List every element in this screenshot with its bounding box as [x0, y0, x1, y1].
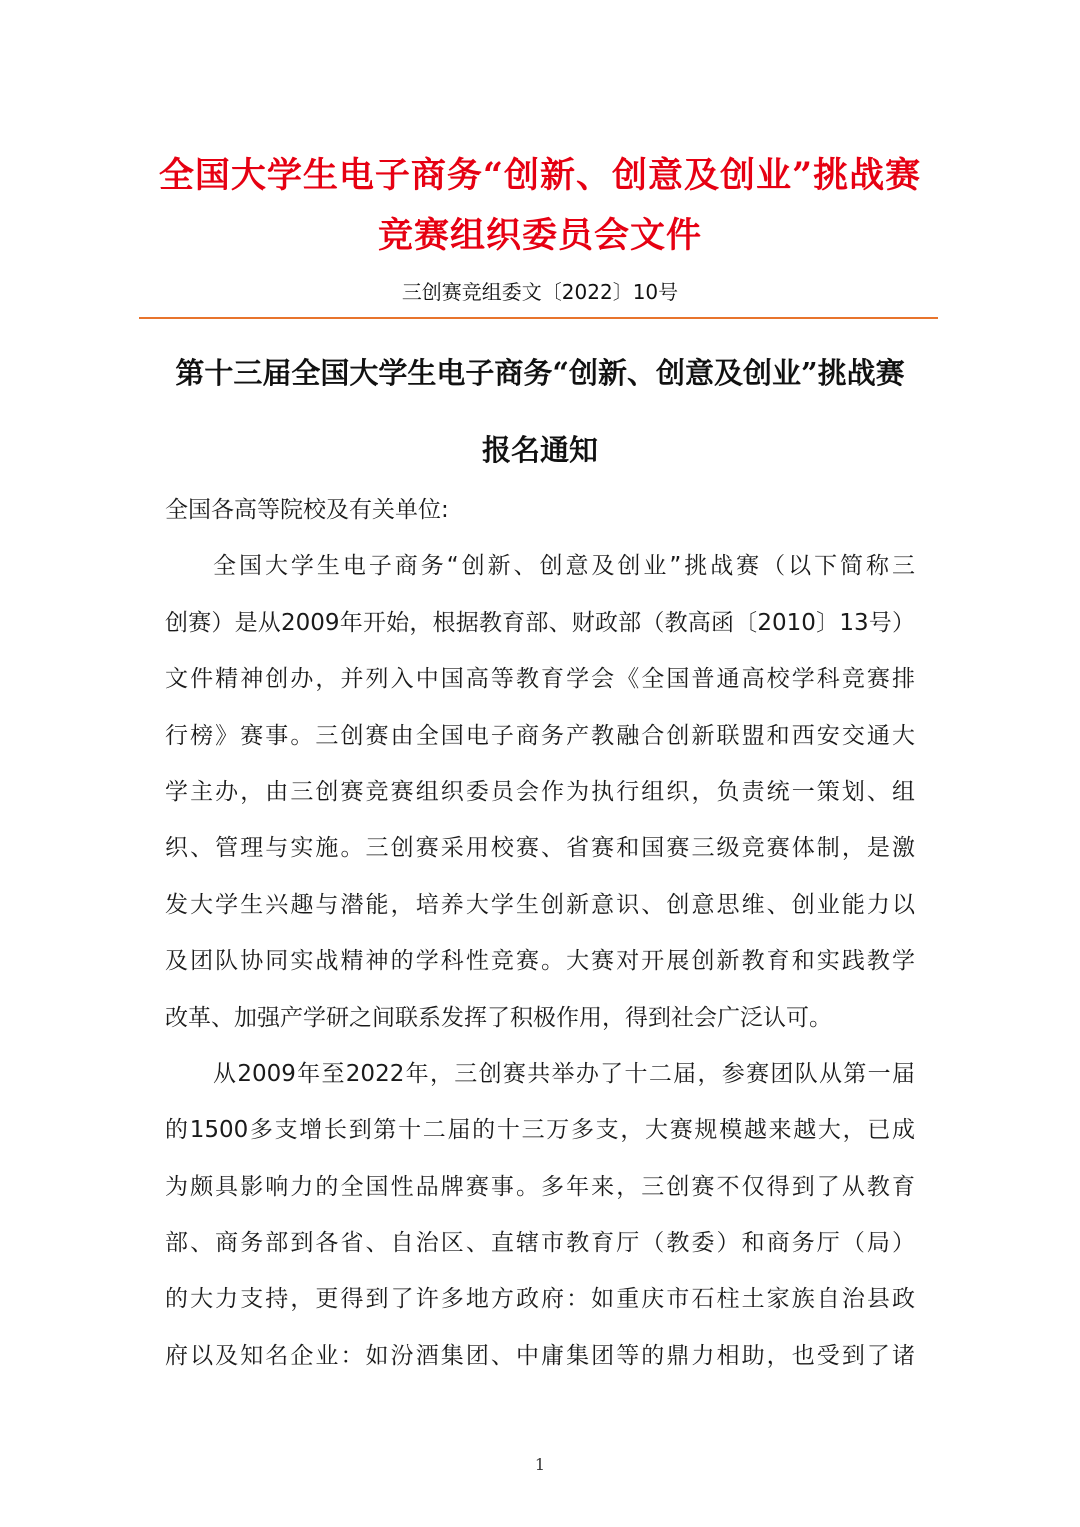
paragraph-1-line: 发大学生兴趣与潜能，培养大学生创新意识、创意思维、创业能力以: [165, 891, 915, 918]
notice-title-line-1: 第十三届全国大学生电子商务“创新、创意及创业”挑战赛: [175, 356, 905, 390]
document-header-line-2: 竞赛组织委员会文件: [377, 215, 702, 256]
document-header-line-1: 全国大学生电子商务“创新、创意及创业”挑战赛: [158, 155, 922, 196]
paragraph-1-line: 及团队协同实战精神的学科性竞赛。大赛对开展创新教育和实践教学: [165, 948, 915, 975]
document-number: 三创赛竞组委文〔2022〕10号: [401, 280, 679, 304]
paragraph-2-line: 的1500多支增长到第十二届的十三万多支，大赛规模越来越大，已成: [165, 1117, 915, 1144]
paragraph-1-line: 全国大学生电子商务“创新、创意及创业”挑战赛（以下简称三: [213, 553, 915, 580]
header-divider: [139, 317, 938, 319]
body-text: [165, 482, 915, 1384]
paragraph-2-line: 从2009年至2022年，三创赛共举办了十二届，参赛团队从第一届: [213, 1060, 915, 1087]
paragraph-1-line: 创赛）是从2009年开始，根据教育部、财政部（教高函〔2010〕13号）: [165, 609, 915, 636]
salutation: 全国各高等院校及有关单位:: [165, 497, 449, 523]
paragraph-2-line: 府以及知名企业：如汾酒集团、中庸集团等的鼎力相助，也受到了诸: [165, 1342, 915, 1369]
paragraph-1-line: 织、管理与实施。三创赛采用校赛、省赛和国赛三级竞赛体制，是激: [165, 835, 915, 862]
paragraph-2-line: 为颇具影响力的全国性品牌赛事。多年来，三创赛不仅得到了从教育: [165, 1173, 915, 1200]
page-number: 1: [534, 1455, 546, 1474]
paragraph-2-line: 的大力支持，更得到了许多地方政府：如重庆市石柱土家族自治县政: [165, 1286, 915, 1313]
notice-title-line-2: 报名通知: [481, 433, 598, 467]
paragraph-1-line: 学主办，由三创赛竞赛组织委员会作为执行组织，负责统一策划、组: [165, 778, 915, 805]
paragraph-1-line: 行榜》赛事。三创赛由全国电子商务产教融合创新联盟和西安交通大: [165, 722, 915, 749]
paragraph-1-line: 文件精神创办，并列入中国高等教育学会《全国普通高校学科竞赛排: [165, 666, 915, 693]
paragraph-1-line: 改革、加强产学研之间联系发挥了积极作用，得到社会广泛认可。: [165, 1004, 832, 1031]
paragraph-2-line: 部、商务部到各省、自治区、直辖市教育厅（教委）和商务厅（局）: [165, 1230, 915, 1257]
